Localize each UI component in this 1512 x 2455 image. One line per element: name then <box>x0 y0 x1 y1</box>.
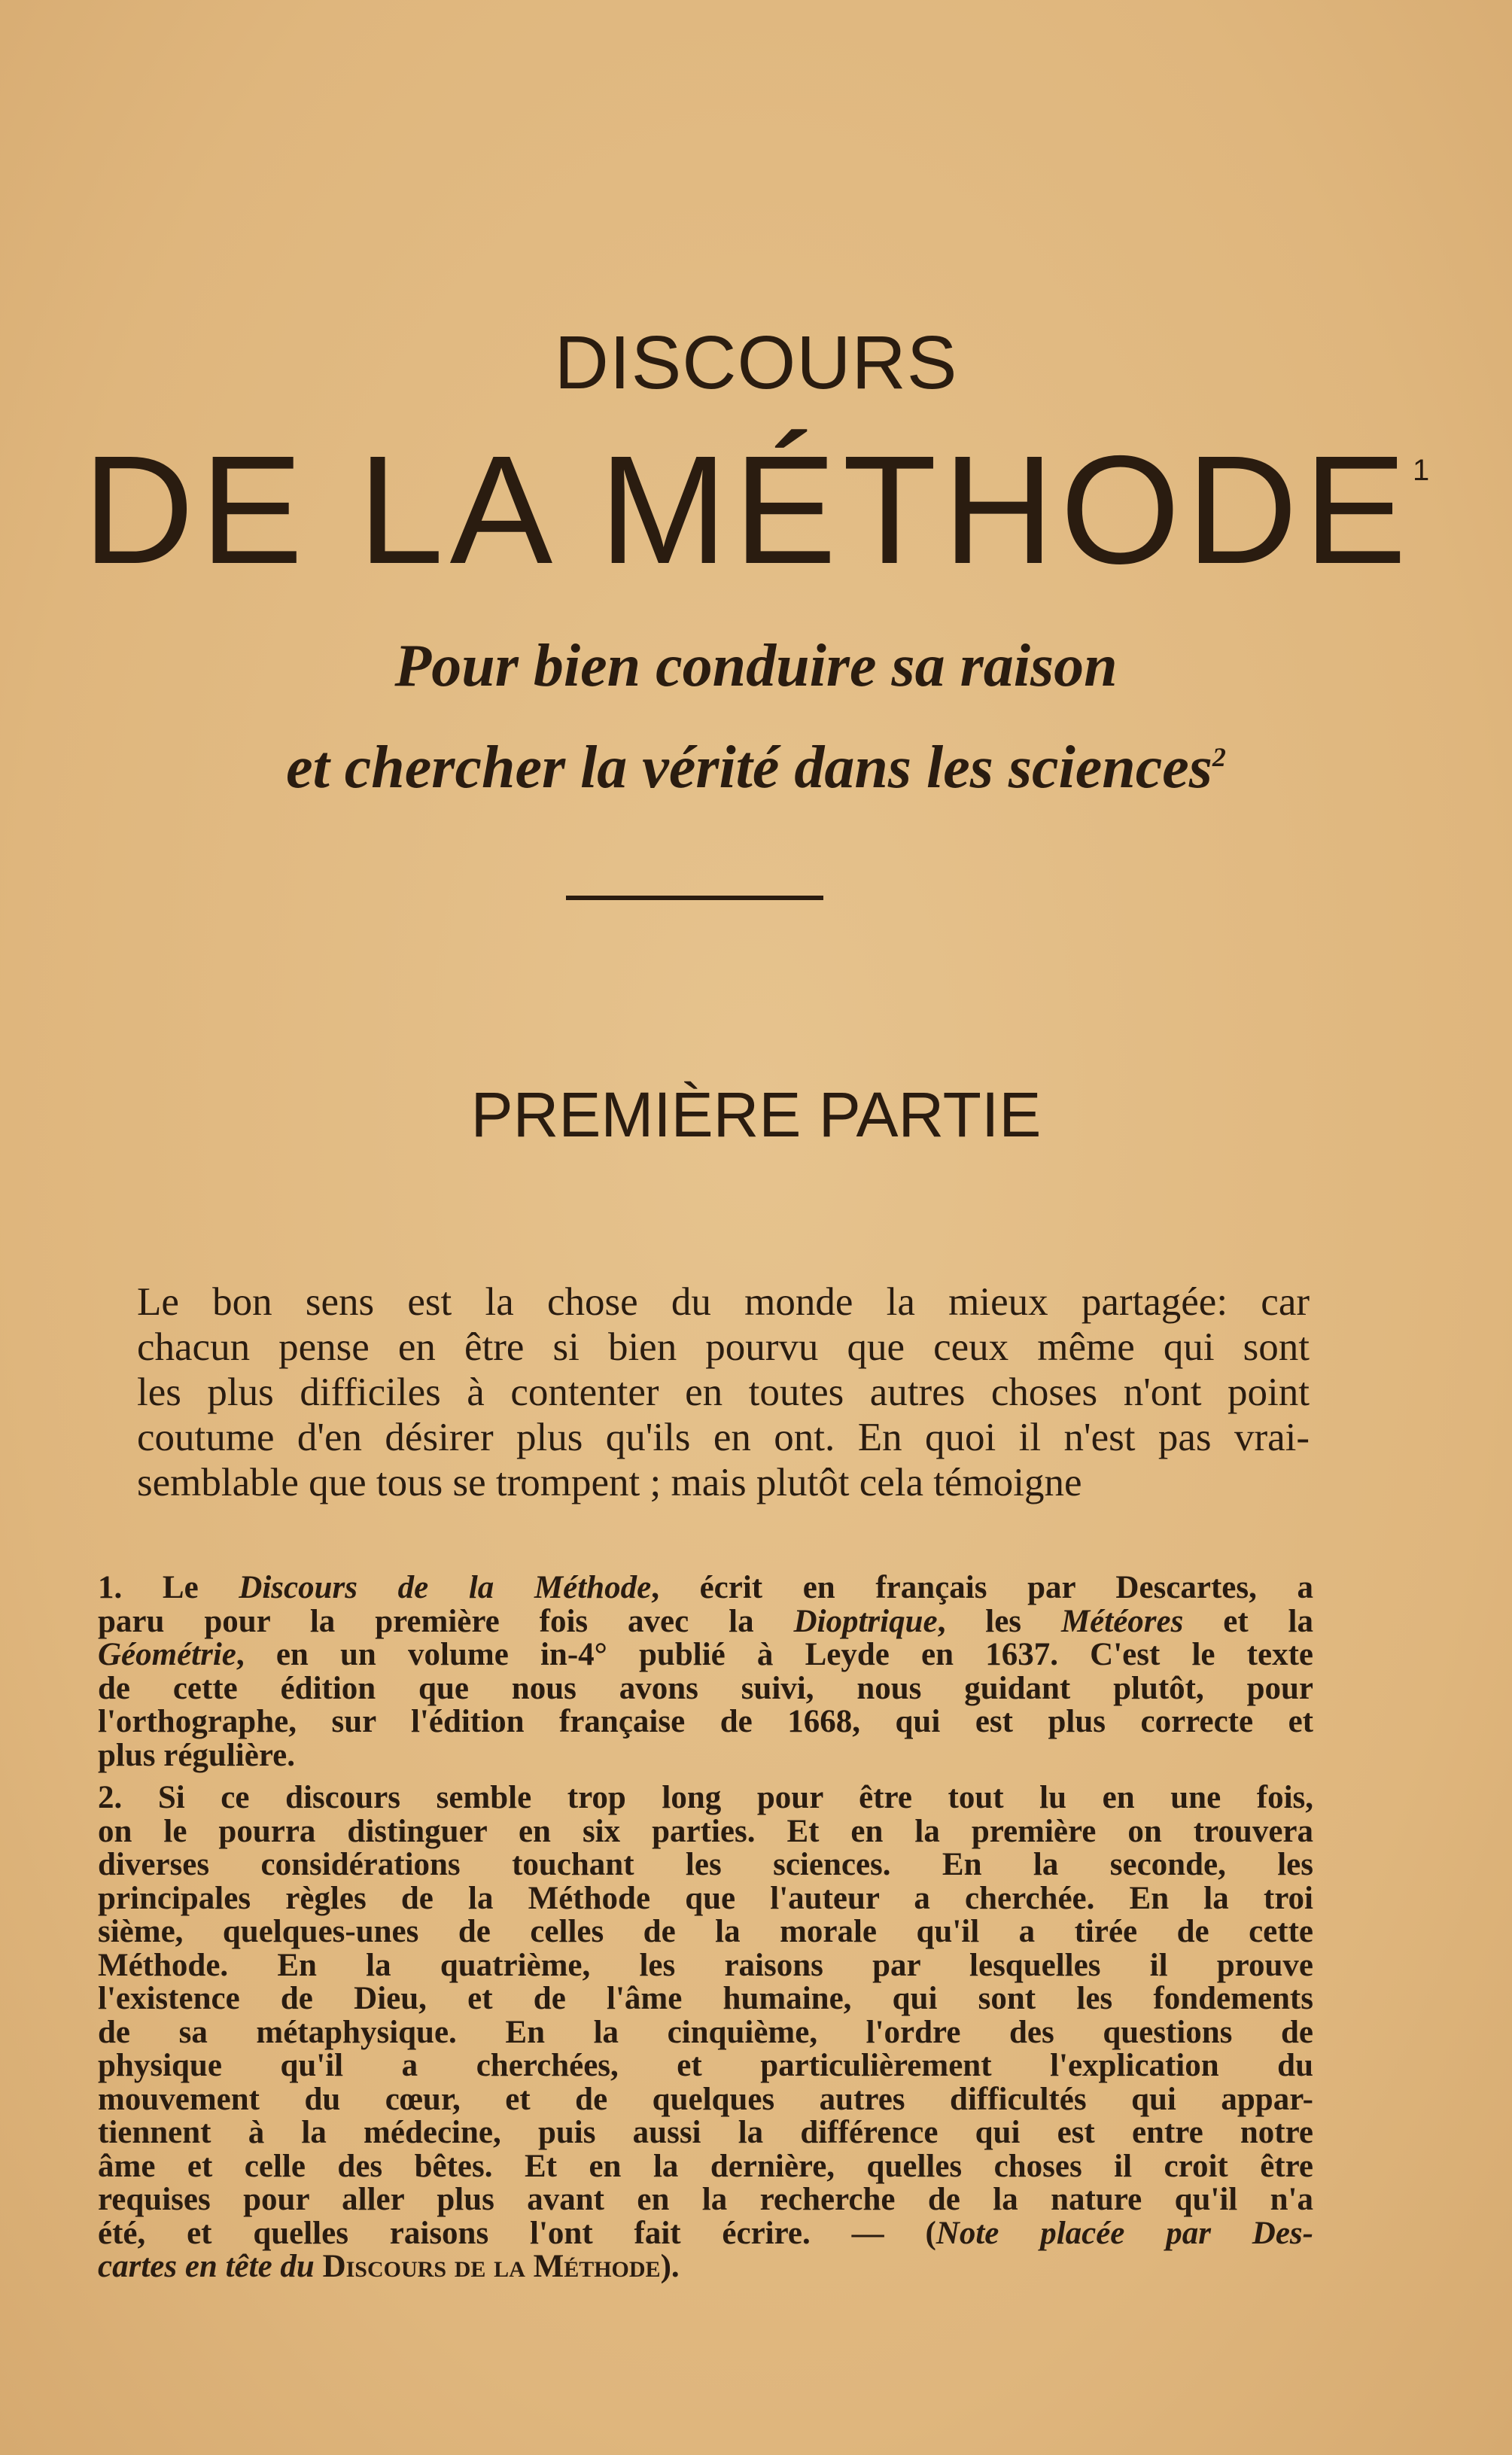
footnote-text: et la <box>1183 1603 1313 1639</box>
footnote-text: 1. Le <box>98 1570 239 1605</box>
part-heading: PREMIÈRE PARTIE <box>470 1079 1042 1150</box>
footnote-text: de cette édition que nous avons suivi, nous guidant plutôt, pour <box>98 1670 1313 1706</box>
body-line: Le bon sens est la chose du monde la mieux partagée: car <box>137 1280 1310 1324</box>
footnote-line <box>98 2150 1313 2184</box>
footnote-text: Discours de la Méthode <box>322 2249 661 2284</box>
footnote-line <box>98 1571 1313 1605</box>
footnote-text: l'existence de Dieu, et de l'âme humaine, qui sont les fondements <box>98 1981 1313 2016</box>
subtitle-line-2 <box>0 734 1512 802</box>
body-line: les plus difficiles à contenter en toutes autres choses n'ont point <box>137 1370 1310 1414</box>
footnote-text: physique qu'il a cherchées, et particulièrement l'explication du <box>98 2048 1313 2083</box>
main-title <box>0 424 1512 596</box>
footnote-text: l'orthographe, sur l'édition française de 1668, qui est plus correcte et <box>98 1704 1313 1739</box>
body-text <box>137 1279 1310 1505</box>
footnote-2 <box>98 1781 1313 2284</box>
footnote-text: sième, quelques-unes de celles de la morale qu'il a tirée de cette <box>98 1914 1313 1949</box>
footnote-line <box>98 2049 1313 2083</box>
footnote-text: 2. Si ce discours semble trop long pour être tout lu en une fois, <box>98 1780 1313 1815</box>
footnote-line <box>98 2183 1313 2217</box>
footnote-line <box>98 1982 1313 2016</box>
body-line: semblable que tous se trompent ; mais plutôt cela témoigne <box>137 1461 1082 1504</box>
footnote-ref-2: 2 <box>1212 742 1226 772</box>
divider-rule <box>566 896 823 900</box>
footnote-text: âme et celle des bêtes. Et en la dernière, quelles choses il croit être <box>98 2148 1313 2184</box>
footnote-line <box>98 2116 1313 2150</box>
footnote-text: Géométrie <box>98 1637 236 1672</box>
footnote-line <box>98 1781 1313 1815</box>
footnote-text: Note placée par Des- <box>935 2215 1313 2251</box>
footnote-text: plus régulière. <box>98 1737 295 1773</box>
footnote-line <box>98 1739 1313 1773</box>
footnote-text: Discours de la Méthode <box>239 1570 652 1605</box>
footnote-line <box>98 2250 1313 2284</box>
footnote-text: été, et quelles raisons l'ont fait écrire. — ( <box>98 2215 936 2251</box>
footnote-text: , en un volume in-4° publié à Leyde en 1637. C'est le texte <box>236 1637 1313 1672</box>
footnote-text: tiennent à la médecine, puis aussi la différence qui est entre notre <box>98 2115 1313 2150</box>
subtitle-line-2-text: et chercher la vérité dans les sciences <box>286 735 1212 801</box>
footnote-line <box>98 1915 1313 1949</box>
footnote-line <box>98 1848 1313 1882</box>
footnote-line <box>98 1638 1313 1672</box>
footnote-1 <box>98 1571 1313 1772</box>
footnote-line <box>98 1605 1313 1639</box>
footnote-ref-1: 1 <box>1412 454 1430 487</box>
footnote-text: Méthode. En la quatrième, les raisons par lesquelles il prouve <box>98 1947 1313 1983</box>
footnote-text: paru pour la première fois avec la <box>98 1603 794 1639</box>
main-title-text: DE LA MÉTHODE <box>82 424 1413 596</box>
footnote-text: ). <box>660 2249 680 2284</box>
body-line: coutume d'en désirer plus qu'ils en ont. En quoi il n'est pas vrai- <box>137 1416 1310 1459</box>
footnote-line <box>98 1949 1313 1983</box>
footnote-text: principales règles de la Méthode que l'auteur a cherchée. En la troi <box>98 1880 1313 1916</box>
footnote-line <box>98 1882 1313 1916</box>
footnote-text: cartes en tête du <box>98 2249 315 2284</box>
footnote-text <box>315 2249 323 2284</box>
body-line: chacun pense en être si bien pourvu que ceux même qui sont <box>137 1325 1310 1369</box>
footnote-line <box>98 1672 1313 1706</box>
footnote-text: diverses considérations touchant les sciences. En la seconde, les <box>98 1847 1313 1882</box>
footnote-text: on le pourra distinguer en six parties. Et en la première on trouvera <box>98 1813 1313 1849</box>
subtitle-line-1: Pour bien conduire sa raison <box>394 633 1118 699</box>
footnotes <box>98 1571 1313 2293</box>
footnote-text: mouvement du cœur, et de quelques autres difficultés qui appar- <box>98 2081 1313 2117</box>
footnote-text: , les <box>937 1603 1061 1639</box>
footnote-line <box>98 1815 1313 1849</box>
title-discours: DISCOURS <box>554 321 958 405</box>
footnote-line <box>98 2083 1313 2117</box>
footnote-text: , écrit en français par Descartes, a <box>651 1570 1313 1605</box>
footnote-text: de sa métaphysique. En la cinquième, l'ordre des questions de <box>98 2014 1313 2050</box>
footnote-text: Dioptrique <box>793 1603 938 1639</box>
footnote-line <box>98 1705 1313 1739</box>
footnote-text: Météores <box>1060 1603 1184 1639</box>
footnote-line <box>98 2016 1313 2050</box>
footnote-line <box>98 2217 1313 2251</box>
footnote-text: requises pour aller plus avant en la recherche de la nature qu'il n'a <box>98 2182 1313 2217</box>
